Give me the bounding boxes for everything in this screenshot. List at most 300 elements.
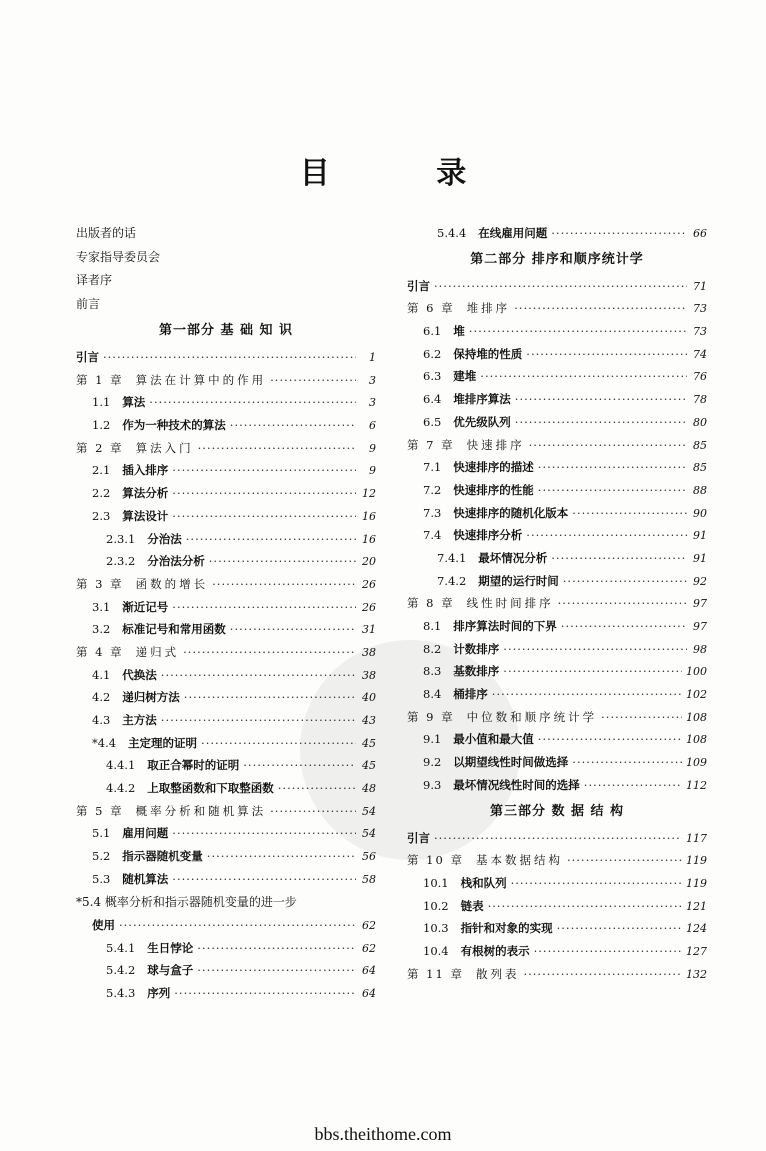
toc-page-number: 97 xyxy=(693,597,707,611)
toc-entry-number: 10.2 xyxy=(423,898,449,913)
toc-page-number: 98 xyxy=(693,642,707,656)
dot-leader xyxy=(198,437,356,460)
toc-entry-label: 基本数据结构 xyxy=(475,853,563,868)
toc-page-number: 64 xyxy=(362,987,376,1001)
toc-page-number: 109 xyxy=(686,756,707,770)
toc-entry-number: 第 8 章 xyxy=(407,596,455,611)
toc-page-number: 12 xyxy=(362,487,376,501)
toc-entry-label: 快速排序的性能 xyxy=(453,482,534,497)
toc-page-number: 121 xyxy=(686,899,707,913)
toc-entry-number: 2.3.1 xyxy=(106,531,136,546)
dot-leader xyxy=(186,528,356,551)
toc-entry-number: 2.3.2 xyxy=(106,554,136,569)
toc-entry-label: 基数排序 xyxy=(453,664,500,679)
dot-leader xyxy=(161,664,356,687)
toc-entry-number: 6.5 xyxy=(423,414,442,429)
toc-entry-number: 4.4.2 xyxy=(106,781,136,796)
toc-entry-label: 在线雇用问题 xyxy=(478,226,548,240)
toc-entry-label: 栈和队列 xyxy=(460,875,507,890)
toc-section-row[interactable] xyxy=(407,275,707,298)
toc-entry-number: 2.3 xyxy=(92,508,111,523)
toc-entry-label: 链表 xyxy=(460,898,484,913)
toc-section-row[interactable] xyxy=(76,754,376,777)
toc-entry-label: 有根树的表示 xyxy=(460,943,530,958)
toc-section-row[interactable] xyxy=(76,937,376,960)
toc-page-number: 45 xyxy=(362,736,376,750)
dot-leader xyxy=(197,959,356,982)
dot-leader xyxy=(534,940,682,963)
toc-section-row[interactable] xyxy=(407,917,707,940)
toc-entry-label: 线性时间排序 xyxy=(466,596,554,611)
toc-entry-number: 3.2 xyxy=(92,622,111,637)
dot-leader xyxy=(526,524,687,547)
toc-part-heading: 第三部分 数 据 结 构 xyxy=(489,803,625,819)
toc-page-number: 1 xyxy=(369,351,376,364)
toc-page-number: 76 xyxy=(693,370,707,384)
toc-part-heading: 第二部分 排序和顺序统计学 xyxy=(470,251,644,267)
toc-plain-entry: 专家指导委员会 xyxy=(76,249,161,264)
toc-section-row[interactable] xyxy=(407,524,707,547)
toc-page-number: 102 xyxy=(686,688,707,702)
dot-leader xyxy=(230,618,356,641)
toc-entry-number: 5.4.3 xyxy=(106,986,136,1001)
toc-page-number: 112 xyxy=(686,778,707,792)
toc-section-row[interactable] xyxy=(407,728,707,751)
toc-right-column xyxy=(407,222,707,985)
toc-section-row[interactable] xyxy=(76,505,376,528)
dot-leader xyxy=(551,547,687,570)
toc-section-row[interactable] xyxy=(76,346,376,369)
toc-entry-label: 递归树方法 xyxy=(122,690,180,705)
toc-page-number: 58 xyxy=(362,872,376,886)
toc-page-number: 26 xyxy=(362,577,376,591)
toc-entry-label: 期望的运行时间 xyxy=(478,573,559,588)
toc-entry-number: 第 9 章 xyxy=(407,709,455,724)
toc-page-number: 73 xyxy=(693,302,707,316)
dot-leader xyxy=(488,895,682,918)
toc-entry-label: 保持堆的性质 xyxy=(453,346,523,361)
toc-entry-number: 第 11 章 xyxy=(407,966,464,981)
dot-leader xyxy=(469,320,687,343)
toc-page-number: 73 xyxy=(693,325,707,339)
dot-leader xyxy=(184,686,356,709)
toc-entry-number: 8.4 xyxy=(423,687,442,702)
toc-chapter-row[interactable] xyxy=(407,963,707,986)
toc-entry-number: *4.4 xyxy=(92,735,117,750)
toc-section-row[interactable] xyxy=(76,414,376,437)
toc-left-column xyxy=(76,222,376,1005)
toc-entry-label: 优先级队列 xyxy=(453,414,511,429)
toc-entry-label: 代换法 xyxy=(122,667,157,682)
toc-entry-label: 排序算法时间的下界 xyxy=(453,619,557,633)
toc-entry-label: 球与盒子 xyxy=(147,963,194,978)
toc-entry-label: 算法入门 xyxy=(135,440,194,455)
toc-section-row[interactable] xyxy=(76,959,376,982)
toc-section-row[interactable] xyxy=(407,388,707,411)
toc-page-number: 132 xyxy=(686,967,707,981)
toc-section-row[interactable] xyxy=(407,827,707,850)
toc-plain-entry: 前言 xyxy=(76,296,101,311)
dot-leader xyxy=(492,683,682,706)
toc-page-number: 54 xyxy=(362,804,376,818)
dot-leader xyxy=(197,937,356,960)
toc-entry-label: 递归式 xyxy=(135,644,180,659)
toc-entry-label: 序列 xyxy=(147,986,171,1001)
toc-section-row[interactable] xyxy=(76,845,376,868)
toc-entry-label: 函数的增长 xyxy=(135,576,209,591)
dot-leader xyxy=(172,596,356,619)
toc-page-number: 48 xyxy=(362,782,376,796)
toc-section-row[interactable] xyxy=(407,570,707,593)
toc-section-row[interactable] xyxy=(407,222,707,245)
toc-section-row[interactable] xyxy=(76,618,376,641)
toc-entry-label: 堆排序 xyxy=(466,301,511,316)
toc-page-number: 16 xyxy=(362,509,376,523)
toc-entry-number: 5.1 xyxy=(92,826,111,841)
toc-entry-label: 桶排序 xyxy=(453,687,488,702)
dot-leader xyxy=(172,505,356,528)
toc-section-row[interactable] xyxy=(76,550,376,573)
toc-page-number: 100 xyxy=(686,665,707,679)
dot-leader xyxy=(209,550,356,573)
toc-entry-number: 第 2 章 xyxy=(76,440,124,455)
toc-entry-number: 9.1 xyxy=(423,732,442,747)
dot-leader xyxy=(572,751,682,774)
dot-leader xyxy=(434,827,682,850)
toc-entry-label: 算法设计 xyxy=(122,508,169,523)
toc-page-number: 54 xyxy=(362,827,376,841)
toc-chapter-row[interactable] xyxy=(407,592,707,615)
toc-page-number: 91 xyxy=(693,551,707,565)
toc-entry-label: 最坏情况线性时间的选择 xyxy=(453,777,580,792)
dot-leader xyxy=(183,641,356,664)
toc-entry-number: 10.4 xyxy=(423,943,449,958)
toc-entry-number: 第 3 章 xyxy=(76,576,124,591)
toc-entry-label: 指针和对象的实现 xyxy=(460,921,553,936)
dot-leader xyxy=(561,615,687,638)
toc-section-row[interactable] xyxy=(76,664,376,687)
toc-section-row[interactable] xyxy=(407,456,707,479)
toc-entry-number: 2.2 xyxy=(92,486,111,501)
toc-page-number: 9 xyxy=(369,441,376,455)
toc-section-row[interactable] xyxy=(407,683,707,706)
toc-section-row[interactable] xyxy=(407,660,707,683)
toc-page-number: 88 xyxy=(693,483,707,497)
toc-entry-number: 6.1 xyxy=(423,324,442,339)
toc-chapter-row[interactable] xyxy=(407,849,707,872)
toc-entry-label: 标准记号和常用函数 xyxy=(122,622,226,637)
toc-section-row[interactable] xyxy=(76,459,376,482)
toc-entry-number: 7.3 xyxy=(423,505,442,520)
dot-leader xyxy=(172,482,356,505)
toc-entry-number: 7.1 xyxy=(423,460,442,475)
dot-leader xyxy=(538,728,682,751)
toc-entry-label: 以期望线性时间做选择 xyxy=(453,755,569,770)
dot-leader xyxy=(584,774,682,797)
toc-section-row[interactable] xyxy=(407,615,707,638)
toc-page-number: 80 xyxy=(693,415,707,429)
toc-entry-label: 主方法 xyxy=(122,713,157,727)
toc-entry-label: 主定理的证明 xyxy=(128,735,198,750)
dot-leader xyxy=(511,872,682,895)
toc-entry-number: 1.2 xyxy=(92,418,111,433)
dot-leader xyxy=(172,459,356,482)
toc-page-number: 119 xyxy=(686,854,707,868)
toc-entry-number: 第 7 章 xyxy=(407,437,455,452)
toc-chapter-row[interactable] xyxy=(76,800,376,823)
toc-entry-number: 5.4.4 xyxy=(437,226,467,240)
toc-section-row[interactable] xyxy=(407,895,707,918)
toc-entry-label: 最坏情况分析 xyxy=(478,550,548,565)
dot-leader xyxy=(480,365,687,388)
toc-entry-label: 算法在计算中的作用 xyxy=(135,372,267,387)
toc-entry-number: 7.4.2 xyxy=(437,573,467,588)
toc-entry-label: 分治法 xyxy=(147,531,182,546)
toc-section-row[interactable] xyxy=(76,528,376,551)
toc-entry-number: 5.2 xyxy=(92,849,111,864)
toc-chapter-row[interactable] xyxy=(407,297,707,320)
toc-entry-label: 计数排序 xyxy=(453,641,500,656)
dot-leader xyxy=(538,479,687,502)
toc-section-row[interactable] xyxy=(407,774,707,797)
dot-leader xyxy=(243,754,356,777)
toc-entry-label: 引言 xyxy=(76,350,99,364)
toc-entry-label: 取正合幂时的证明 xyxy=(147,758,240,773)
toc-entry-label: 作为一种技术的算法 xyxy=(122,418,226,433)
toc-entry-number: 7.4.1 xyxy=(437,550,467,565)
dot-leader xyxy=(207,845,356,868)
toc-chapter-row[interactable] xyxy=(76,437,376,460)
toc-plain-entry: 译者序 xyxy=(76,273,113,287)
dot-leader xyxy=(526,343,687,366)
toc-entry-label: 快速排序的描述 xyxy=(453,460,534,475)
toc-entry-label: 渐近记号 xyxy=(122,599,169,614)
toc-section-row[interactable] xyxy=(407,479,707,502)
toc-page-number: 16 xyxy=(362,532,376,546)
toc-section-row[interactable] xyxy=(76,777,376,800)
toc-page-number: 64 xyxy=(362,964,376,978)
toc-entry-number: 8.2 xyxy=(423,641,442,656)
toc-section-row[interactable] xyxy=(76,391,376,414)
toc-page-number: 90 xyxy=(693,506,707,520)
toc-entry-label: 堆排序算法 xyxy=(453,392,511,407)
toc-page-number: 108 xyxy=(686,733,707,747)
toc-page-number: 71 xyxy=(693,279,707,293)
toc-entry-number: 4.1 xyxy=(92,667,111,682)
toc-entry-number: 7.2 xyxy=(423,482,442,497)
toc-section-row[interactable] xyxy=(76,982,376,1005)
toc-entry-number: 7.4 xyxy=(423,528,442,543)
toc-entry-number: 5.4.1 xyxy=(106,940,136,955)
toc-entry-number: 4.2 xyxy=(92,690,111,705)
dot-leader xyxy=(230,414,356,437)
toc-section-row[interactable] xyxy=(407,365,707,388)
dot-leader xyxy=(172,868,356,891)
toc-chapter-row[interactable] xyxy=(76,641,376,664)
dot-leader xyxy=(503,660,682,683)
dot-leader xyxy=(503,638,687,661)
toc-entry-number: 4.3 xyxy=(92,713,111,727)
toc-entry-label: 分治法分析 xyxy=(147,554,205,569)
dot-leader xyxy=(558,592,687,615)
toc-entry-number: 9.3 xyxy=(423,777,442,792)
toc-page-number: 56 xyxy=(362,850,376,864)
toc-section-row[interactable] xyxy=(76,868,376,891)
toc-part-heading: 第一部分 基 础 知 识 xyxy=(158,323,294,338)
toc-section-row[interactable] xyxy=(76,686,376,709)
dot-leader xyxy=(601,706,682,729)
toc-section-row[interactable] xyxy=(76,914,376,937)
toc-page-number: 74 xyxy=(693,347,707,361)
toc-entry-label: 散列表 xyxy=(475,966,520,981)
toc-entry-label: 上取整函数和下取整函数 xyxy=(147,781,274,796)
dot-leader xyxy=(149,391,356,414)
dot-leader xyxy=(551,222,687,245)
footer-watermark-text: bbs.theithome.com xyxy=(314,1124,452,1144)
toc-entry-label: 算法分析 xyxy=(122,486,169,501)
toc-section-row[interactable] xyxy=(76,732,376,755)
toc-chapter-row[interactable] xyxy=(407,434,707,457)
toc-section-row[interactable] xyxy=(407,547,707,570)
toc-entry-number: 第 5 章 xyxy=(76,803,124,818)
page-title: 目 录 xyxy=(299,156,515,191)
toc-page-number: 40 xyxy=(362,691,376,705)
toc-section-row[interactable] xyxy=(407,502,707,525)
toc-entry-label: 快速排序 xyxy=(466,437,525,452)
toc-page-number: 62 xyxy=(362,941,376,955)
toc-entry-number: 2.1 xyxy=(92,463,111,478)
toc-entry-number: 4.4.1 xyxy=(106,758,136,773)
dot-leader xyxy=(572,502,687,525)
toc-page-number: 38 xyxy=(362,645,376,659)
toc-entry-label: 生日悖论 xyxy=(147,940,194,955)
dot-leader xyxy=(278,777,356,800)
toc-entry-number: 10.3 xyxy=(423,921,449,936)
toc-entry-number: 8.3 xyxy=(423,664,442,679)
toc-entry-label: 引言 xyxy=(407,830,430,845)
toc-section-row[interactable] xyxy=(407,638,707,661)
dot-leader xyxy=(515,411,687,434)
toc-page-number: 117 xyxy=(686,831,707,845)
toc-entry-number: 10.1 xyxy=(423,875,449,890)
dot-leader xyxy=(529,434,687,457)
toc-entry-label: 算法 xyxy=(122,395,146,410)
toc-entry-label: 建堆 xyxy=(453,369,477,384)
toc-entry-label: 指示器随机变量 xyxy=(122,849,203,864)
toc-page-number: 6 xyxy=(369,419,376,433)
dot-leader xyxy=(270,800,356,823)
toc-page-number: 38 xyxy=(362,668,376,682)
toc-page-number: 85 xyxy=(693,461,707,475)
toc-section-row[interactable] xyxy=(407,343,707,366)
dot-leader xyxy=(172,822,356,845)
toc-section-row[interactable] xyxy=(407,751,707,774)
toc-page-number: 20 xyxy=(362,555,376,569)
toc-entry-number: 1.1 xyxy=(92,395,111,410)
dot-leader xyxy=(523,963,682,986)
toc-plain-entry: *5.4 概率分析和指示器随机变量的进一步 xyxy=(76,894,297,909)
toc-section-row[interactable] xyxy=(407,411,707,434)
toc-entry-label: 随机算法 xyxy=(122,871,169,886)
dot-leader xyxy=(514,297,687,320)
dot-leader xyxy=(538,456,687,479)
dot-leader xyxy=(161,709,356,732)
toc-page-number: 31 xyxy=(362,623,376,637)
toc-page-number: 45 xyxy=(362,759,376,773)
toc-page-number: 66 xyxy=(693,227,707,240)
toc-section-row[interactable] xyxy=(76,482,376,505)
toc-entry-number: 8.1 xyxy=(423,619,442,633)
toc-entry-number: 6.2 xyxy=(423,346,442,361)
dot-leader xyxy=(563,570,687,593)
dot-leader xyxy=(515,388,687,411)
toc-section-row[interactable] xyxy=(76,822,376,845)
toc-entry-number: 6.4 xyxy=(423,392,442,407)
toc-entry-label: 最小值和最大值 xyxy=(453,732,534,747)
toc-page-number: 108 xyxy=(686,710,707,724)
dot-leader xyxy=(557,917,682,940)
toc-entry-number: 5.3 xyxy=(92,871,111,886)
toc-entry-number: 第 4 章 xyxy=(76,644,124,659)
toc-entry-label: 中位数和顺序统计学 xyxy=(466,709,598,724)
toc-entry-number: 第 10 章 xyxy=(407,853,464,868)
dot-leader xyxy=(567,849,682,872)
toc-chapter-row[interactable] xyxy=(76,573,376,596)
toc-section-row[interactable] xyxy=(407,320,707,343)
dot-leader xyxy=(119,914,356,937)
dot-leader xyxy=(434,275,687,298)
toc-entry-label: 快速排序的随机化版本 xyxy=(453,505,569,520)
toc-section-row[interactable] xyxy=(76,596,376,619)
toc-entry-label: 堆 xyxy=(453,324,465,339)
dot-leader xyxy=(212,573,356,596)
dot-leader xyxy=(103,346,356,369)
toc-page-number: 9 xyxy=(369,464,376,478)
toc-chapter-row[interactable] xyxy=(76,369,376,392)
toc-entry-label: 雇用问题 xyxy=(122,826,169,841)
toc-chapter-row[interactable] xyxy=(407,706,707,729)
toc-entry-label: 引言 xyxy=(407,278,430,293)
toc-page-number: 26 xyxy=(362,600,376,614)
dot-leader xyxy=(174,982,356,1005)
toc-page-number: 124 xyxy=(686,922,707,936)
toc-entry-label: 快速排序分析 xyxy=(453,528,523,543)
toc-entry-number: 5.4.2 xyxy=(106,963,136,978)
toc-page-number: 127 xyxy=(686,944,707,958)
toc-page-number: 97 xyxy=(693,620,707,633)
toc-entry-label: 概率分析和随机算法 xyxy=(135,803,267,818)
toc-page-number: 92 xyxy=(693,574,707,588)
toc-entry-number: 第 6 章 xyxy=(407,301,455,316)
toc-entry-number: 第 1 章 xyxy=(76,372,124,387)
toc-section-row[interactable] xyxy=(76,709,376,732)
toc-entry-number: 9.2 xyxy=(423,755,442,770)
toc-section-row[interactable] xyxy=(407,872,707,895)
toc-page-number: 62 xyxy=(362,919,376,932)
toc-entry-number: 6.3 xyxy=(423,369,442,384)
toc-page-number: 3 xyxy=(369,373,376,387)
dot-leader xyxy=(201,732,356,755)
toc-page-number: 3 xyxy=(369,396,376,410)
toc-page-number: 43 xyxy=(362,714,376,727)
toc-page-number: 85 xyxy=(693,438,707,452)
toc-entry-label: 使用 xyxy=(92,918,115,932)
toc-entry-label: 插入排序 xyxy=(122,463,169,478)
toc-page-number: 119 xyxy=(686,876,707,890)
toc-section-row[interactable] xyxy=(407,940,707,963)
toc-page-number: 78 xyxy=(693,393,707,407)
toc-plain-entry: 出版者的话 xyxy=(76,226,137,240)
